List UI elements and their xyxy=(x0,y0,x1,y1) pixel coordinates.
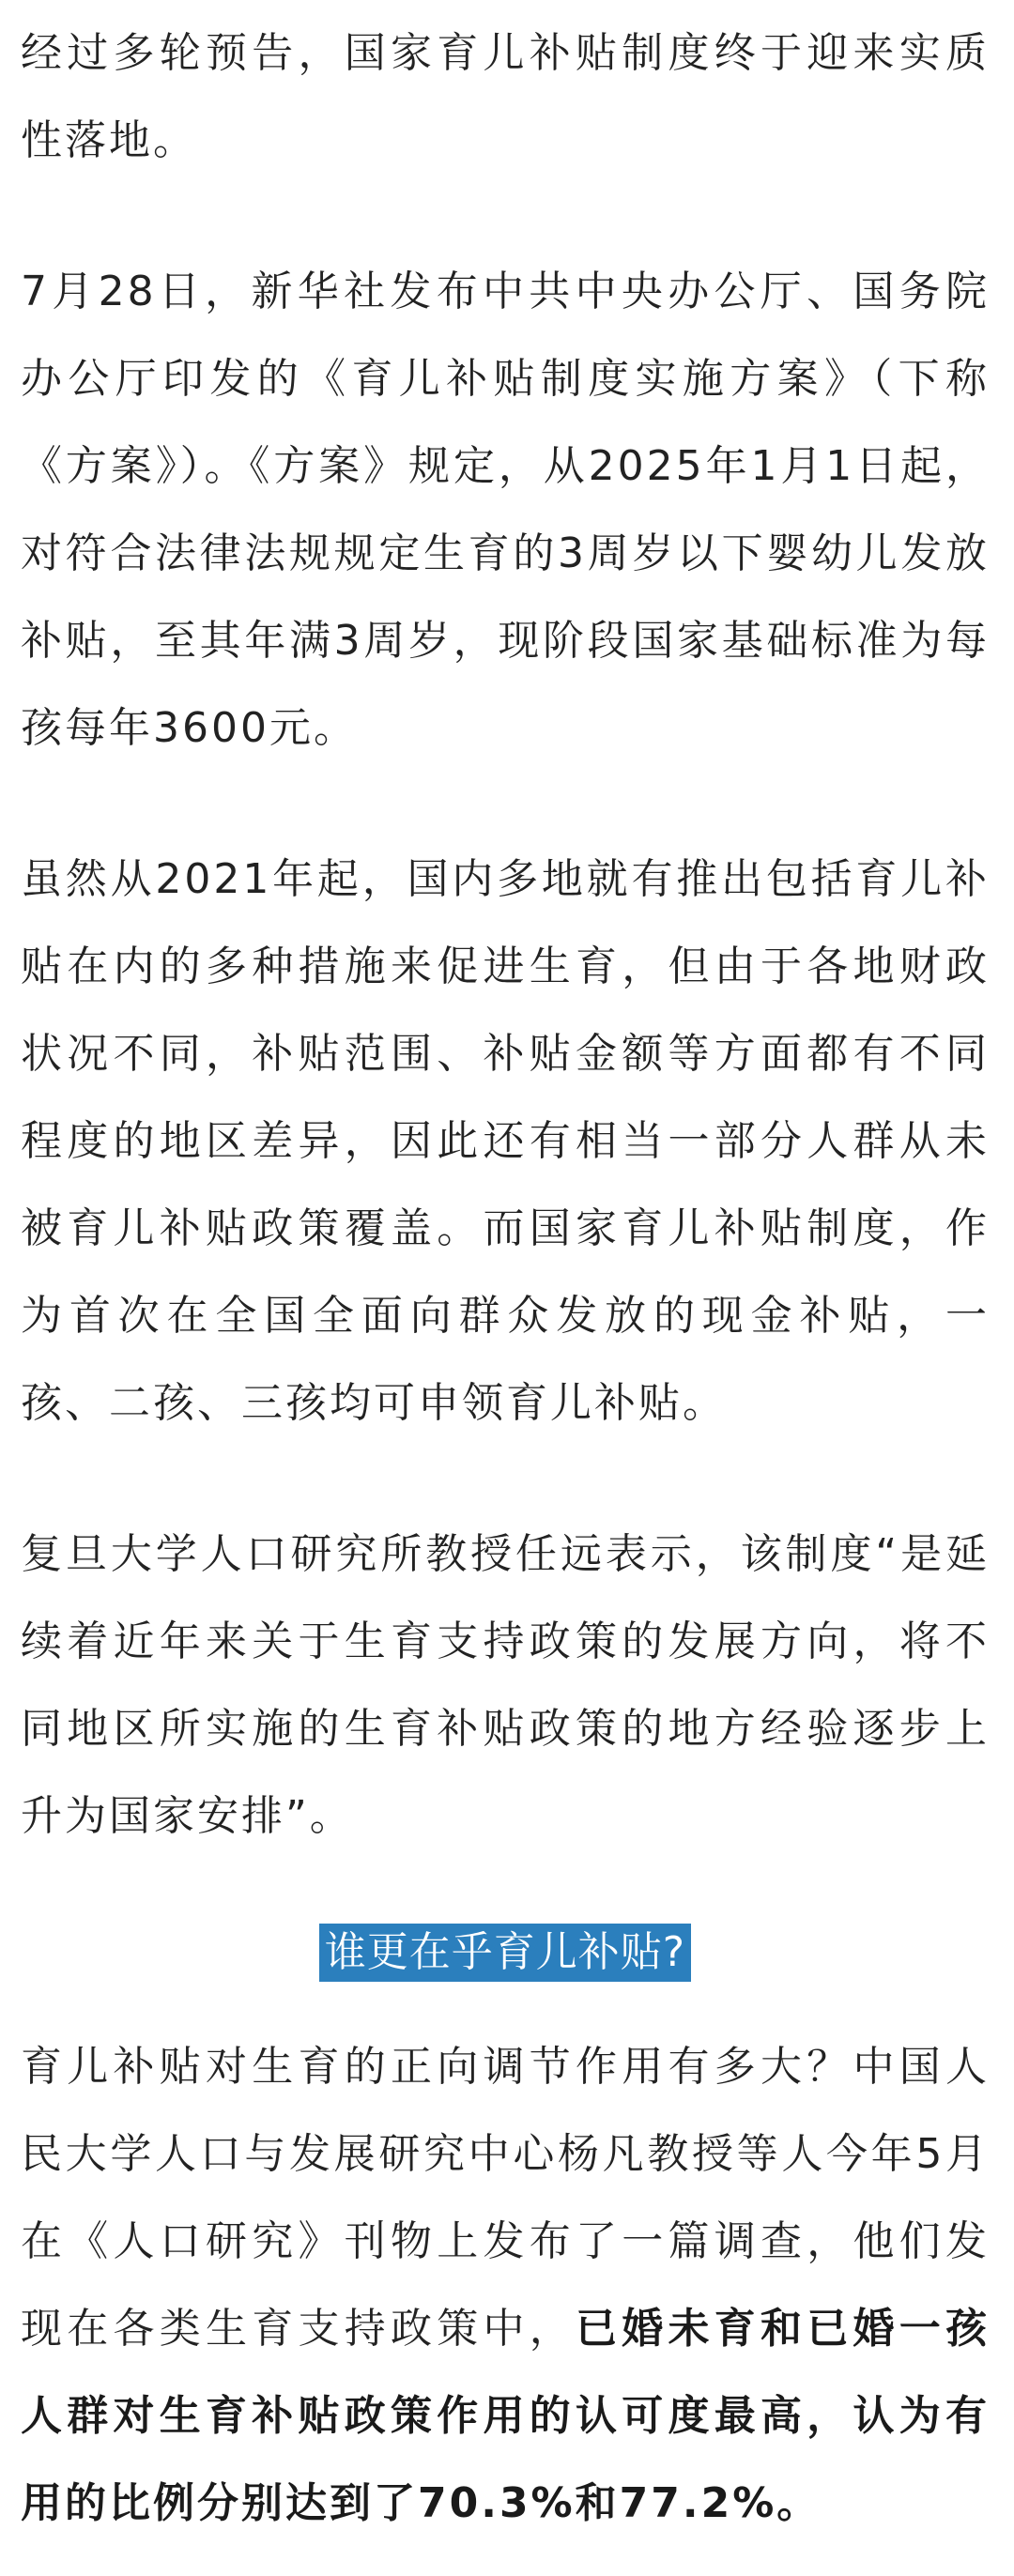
section-heading-container xyxy=(21,1924,990,1982)
paragraph-survey-text: 育儿补贴对生育的正向调节作用有多大？中国人民大学人口与发展研究中心杨凡教授等人今年5月在《人口研究》刊物上发布了一篇调查，他们发现在各类生育支持政策中， xyxy=(21,2043,990,2353)
paragraph-policy-announcement: 7月28日，新华社发布中共中央办公厅、国务院办公厅印发的《育儿补贴制度实施方案》（下称《方案》）。《方案》规定，从2025年1月1日起，对符合法律法规规定生育的3周岁以下婴幼儿发放补贴，至其年满3周岁，现阶段国家基础标准为每孩每年3600元。 xyxy=(21,268,990,752)
paragraph-survey-highlight: 已婚未育和已婚一孩人群对生育补贴政策作用的认可度最高，认为有用的比例分别达到了70.3%和77.2%。 xyxy=(21,2305,990,2527)
paragraph-intro: 经过多轮预告，国家育儿补贴制度终于迎来实质性落地。 xyxy=(21,29,990,164)
paragraph-expert-quote: 复旦大学人口研究所教授任远表示，该制度“是延续着近年来关于生育支持政策的发展方向，将不同地区所实施的生育补贴政策的地方经验逐步上升为国家安排”。 xyxy=(21,1530,990,1840)
paragraph-survey xyxy=(21,2023,990,2547)
paragraph-regional-differences: 虽然从2021年起，国内多地就有推出包括育儿补贴在内的多种措施来促进生育，但由于各地财政状况不同，补贴范围、补贴金额等方面都有不同程度的地区差异，因此还有相当一部分人群从未被育儿补贴政策覆盖。而国家育儿补贴制度，作为首次在全国全面向群众发放的现金补贴，一孩、二孩、三孩均可申领育儿补贴。 xyxy=(21,855,990,1427)
section-heading: 谁更在乎育儿补贴? xyxy=(319,1924,691,1982)
